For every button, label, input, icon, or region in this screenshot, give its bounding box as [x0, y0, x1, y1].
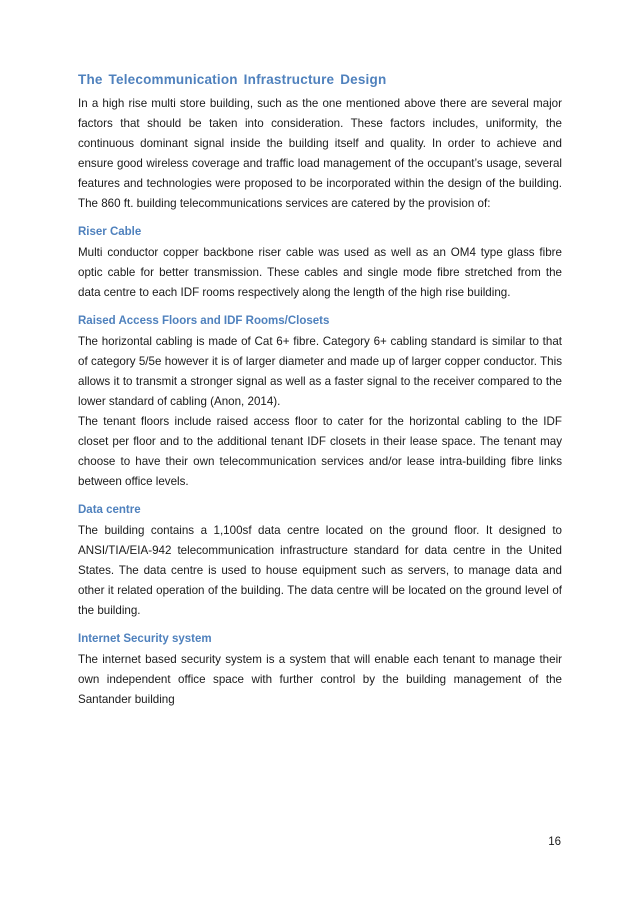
section-data-centre — [78, 502, 562, 621]
section-heading-internet-security: Internet Security system — [78, 633, 212, 645]
riser-cable-paragraph: Multi conductor copper backbone riser cable was used as well as an OM4 type glass fibre optic cable for better transmission. These cables and single mode fibre stretched from the data centre to each IDF rooms respectively along the length of the high rise building. — [78, 246, 562, 299]
section-riser-cable — [78, 224, 562, 303]
internet-security-paragraph: The internet based security system is a system that will enable each tenant to manage their own independent office space with further control by the building management of the Santander building — [78, 653, 562, 706]
raised-floors-paragraph-1: The horizontal cabling is made of Cat 6+ fibre. Category 6+ cabling standard is similar to that of category 5/5e however it is of larger diameter and made up of larger copper conductor. This allows it to transmit a stronger signal as well as a faster signal to the receiver compared to the lower standard of cabling (Anon, 2014). — [78, 335, 562, 408]
page-number: 16 — [548, 836, 561, 848]
raised-floors-paragraph-2: The tenant floors include raised access floor to cater for the horizontal cabling to the IDF closet per floor and to the additional tenant IDF closets in their lease space. The tenant may choose to have their own telecommunication services and/or lease intra-building fibre links between office levels. — [78, 415, 562, 488]
document-title: The Telecommunication Infrastructure Design — [78, 72, 387, 87]
section-internet-security — [78, 631, 562, 710]
document-page — [78, 70, 562, 710]
intro-paragraph: In a high rise multi store building, such as the one mentioned above there are several major factors that should be taken into consideration. These factors includes, uniformity, the continuous dominant signal inside the building itself and quality. In order to achieve and ensure good wireless coverage and traffic load management of the occupant’s usage, several features and technologies were proposed to be incorporated within the design of the building. The 860 ft. building telecommunications services are catered by the provision of: — [78, 97, 562, 210]
section-heading-data-centre: Data centre — [78, 504, 141, 516]
section-heading-raised-access-floors: Raised Access Floors and IDF Rooms/Closets — [78, 315, 330, 327]
data-centre-paragraph: The building contains a 1,100sf data centre located on the ground floor. It designed to ANSI/TIA/EIA-942 telecommunication infrastructure standard for data centre in the United States. The data centre is used to house equipment such as servers, to manage data and other it related operation of the building. The data centre will be located on the ground level of the building. — [78, 524, 562, 617]
section-heading-riser-cable: Riser Cable — [78, 226, 142, 238]
section-raised-access-floors — [78, 313, 562, 492]
